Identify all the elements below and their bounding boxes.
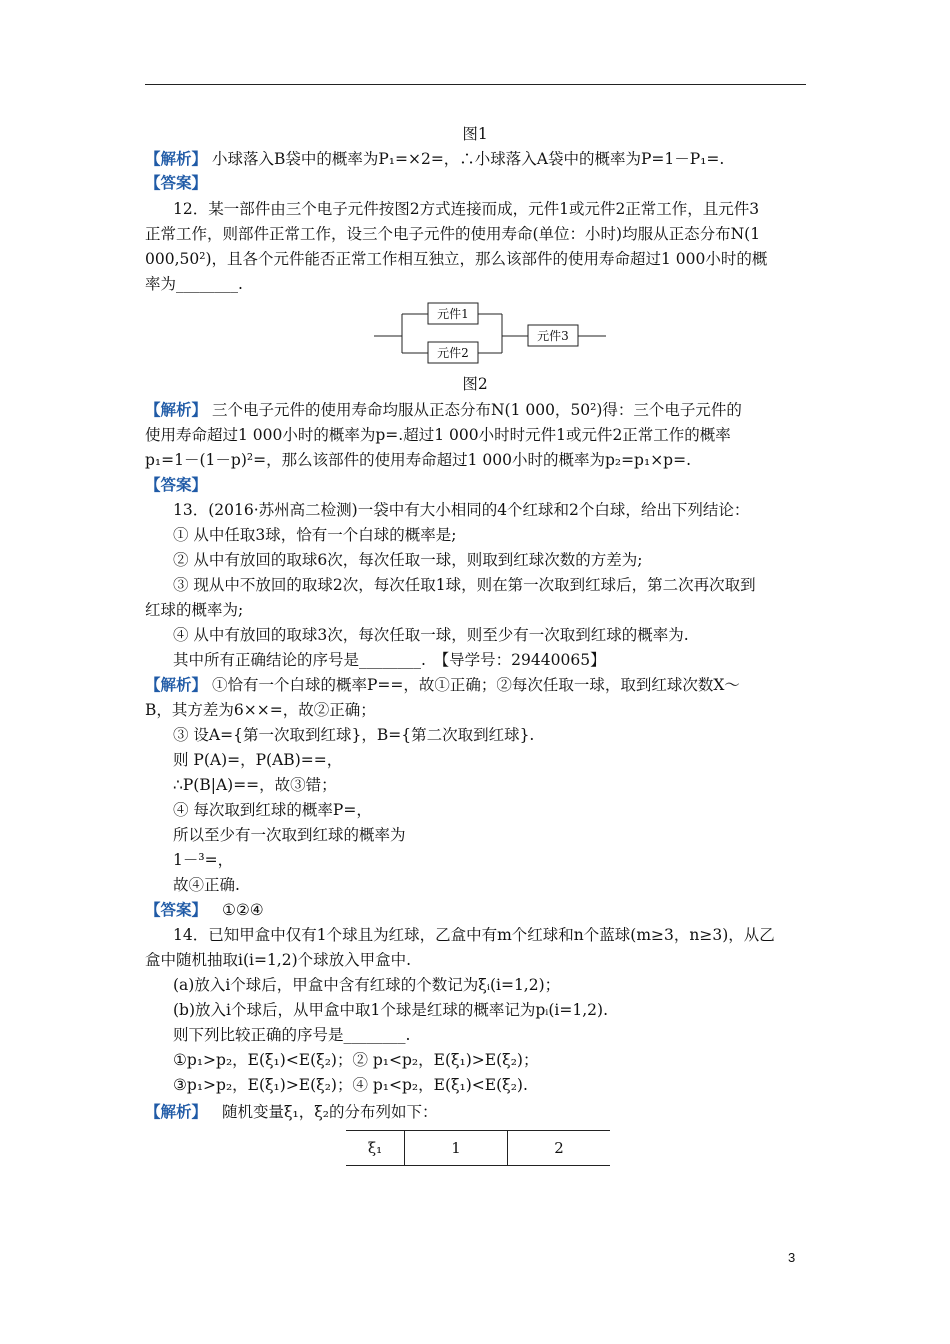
table-header-cell: ξ₁ bbox=[346, 1131, 405, 1166]
q12-line-3: 000,50²)，且各个元件能否正常工作相互独立，那么该部件的使用寿命超过1 000小时的概 bbox=[145, 250, 768, 268]
table-cell: 2 bbox=[508, 1131, 611, 1166]
figure-2-caption: 图2 bbox=[462, 375, 488, 393]
q12-solution-line-2: 使用寿命超过1 000小时的概率为p=.超过1 000小时时元件1或元件2正常工作的概率 bbox=[145, 426, 731, 444]
figure-1-caption: 图1 bbox=[462, 125, 488, 143]
table-row bbox=[346, 1131, 610, 1166]
q12-line-2: 正常工作，则部件正常工作，设三个电子元件的使用寿命(单位：小时)均服从正态分布N(1 bbox=[145, 225, 761, 243]
table-cell: 1 bbox=[405, 1131, 508, 1166]
q13-solution-line-7: 所以至少有一次取到红球的概率为 bbox=[173, 826, 406, 844]
q12-solution-text: 三个电子元件的使用寿命均服从正态分布N(1 000，50²)得：三个电子元件的 bbox=[211, 401, 742, 419]
q13-line-7: 其中所有正确结论的序号是________. 【导学号：29440065】 bbox=[173, 651, 606, 669]
answer-tag: 【答案】 bbox=[145, 900, 208, 919]
answer-tag: 【答案】 bbox=[145, 173, 208, 192]
q13-line-2: ① 从中任取3球，恰有一个白球的概率是; bbox=[173, 526, 457, 544]
answer-tag: 【答案】 bbox=[145, 475, 208, 494]
q14-line-2: 盒中随机抽取i(i=1,2)个球放入甲盒中. bbox=[145, 951, 412, 969]
q11-solution bbox=[145, 147, 806, 171]
q13-answer bbox=[145, 898, 806, 922]
page-number: 3 bbox=[788, 1250, 796, 1265]
solution-tag: 【解析】 bbox=[145, 149, 208, 168]
q13-solution-line-3: ③ 设A={第一次取到红球}，B={第二次取到红球}. bbox=[173, 726, 535, 744]
q13-solution-line-2: B，其方差为6××=，故②正确； bbox=[145, 701, 376, 719]
q14-solution-text: 随机变量ξ₁，ξ₂的分布列如下： bbox=[221, 1103, 438, 1121]
q14-line-3: (a)放入i个球后，甲盒中含有红球的个数记为ξᵢ(i=1,2)； bbox=[173, 976, 561, 994]
q12-line-4: 率为________. bbox=[145, 275, 243, 293]
solution-tag: 【解析】 bbox=[145, 400, 208, 419]
q12-solution-line-3: p₁=1－(1－p)²=，那么该部件的使用寿命超过1 000小时的概率为p₂=p₁×p=. bbox=[145, 451, 692, 469]
element-1-label: 元件1 bbox=[437, 307, 469, 321]
q13-solution-line-1 bbox=[145, 673, 806, 697]
q13-line-6: ④ 从中有放回的取球3次，每次任取一球，则至少有一次取到红球的概率为. bbox=[173, 626, 689, 644]
q14-line-5: 则下列比较正确的序号是________. bbox=[173, 1026, 411, 1044]
q13-solution-line-6: ④ 每次取到红球的概率P=， bbox=[173, 801, 372, 819]
q13-solution-line-8: 1－³=， bbox=[173, 851, 234, 869]
q12-solution-line-1 bbox=[145, 398, 806, 422]
q13-line-5: 红球的概率为; bbox=[145, 601, 244, 619]
q13-line-4: ③ 现从中不放回的取球2次，每次任取1球，则在第一次取到红球后，第二次再次取到 bbox=[173, 576, 756, 594]
q13-line-1: 13．(2016·苏州高二检测)一袋中有大小相同的4个红球和2个白球，给出下列结论： bbox=[173, 501, 750, 519]
q13-solution-line-5: ∴P(B|A)==，故③错； bbox=[173, 776, 337, 794]
q13-solution-text: ①恰有一个白球的概率P==，故①正确；②每次任取一球，取到红球次数X～ bbox=[211, 676, 740, 694]
element-3-label: 元件3 bbox=[537, 329, 569, 343]
solution-tag: 【解析】 bbox=[145, 675, 208, 694]
q13-solution-line-9: 故④正确. bbox=[173, 876, 240, 894]
q14-line-7: ③p₁>p₂，E(ξ₁)>E(ξ₂)；④ p₁<p₂，E(ξ₁)<E(ξ₂). bbox=[173, 1076, 528, 1094]
q14-solution bbox=[145, 1100, 806, 1124]
q13-line-3: ② 从中有放回的取球6次，每次任取一球，则取到红球次数的方差为; bbox=[173, 551, 643, 569]
solution-tag: 【解析】 bbox=[145, 1102, 208, 1121]
q13-answer-text: ①②④ bbox=[221, 901, 264, 919]
distribution-table bbox=[346, 1130, 610, 1166]
header-rule bbox=[145, 84, 806, 85]
q14-line-4: (b)放入i个球后，从甲盒中取1个球是红球的概率记为pᵢ(i=1,2). bbox=[173, 1001, 608, 1019]
q14-line-1: 14．已知甲盒中仅有1个球且为红球，乙盒中有m个红球和n个蓝球(m≥3，n≥3)，从乙 bbox=[173, 926, 775, 944]
q12-answer bbox=[145, 473, 806, 497]
q14-line-6: ①p₁>p₂，E(ξ₁)<E(ξ₂)；② p₁<p₂，E(ξ₁)>E(ξ₂)； bbox=[173, 1051, 539, 1069]
element-2-label: 元件2 bbox=[437, 346, 469, 360]
q12-line-1: 12．某一部件由三个电子元件按图2方式连接而成，元件1或元件2正常工作，且元件3 bbox=[173, 200, 760, 218]
circuit-diagram bbox=[370, 298, 610, 370]
q11-solution-text: 小球落入B袋中的概率为P₁=×2=，∴小球落入A袋中的概率为P=1－P₁=. bbox=[211, 150, 725, 168]
q11-answer bbox=[145, 171, 806, 195]
q13-solution-line-4: 则 P(A)=，P(AB)==， bbox=[173, 751, 343, 769]
